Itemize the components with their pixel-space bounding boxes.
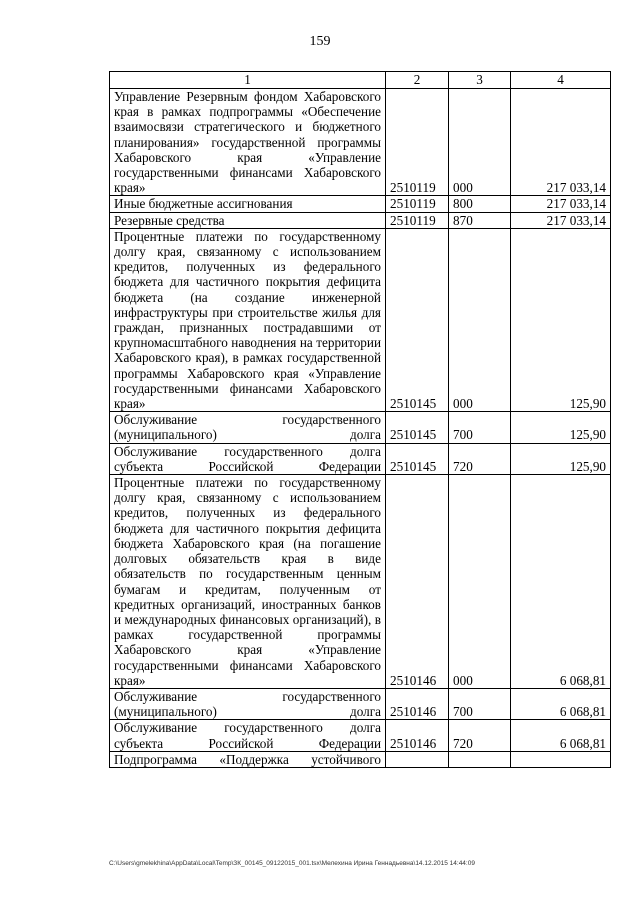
- page-number: 159: [309, 34, 331, 49]
- row-amount: 217 033,14: [511, 89, 611, 196]
- column-header-1: 1: [110, 72, 386, 89]
- row-sub-code: 000: [449, 89, 511, 196]
- row-amount: [511, 751, 611, 767]
- row-name: Управление Резервным фондом Хабаровского края в рамках подпрограммы «Обеспечение взаимосвязи стратегического и бюджетного планирования» государственной программы Хабаровского края «Управление государственными финансами Хабаровского края»: [110, 89, 386, 196]
- row-amount: 217 033,14: [511, 196, 611, 212]
- budget-table: [109, 71, 611, 768]
- row-amount: 6 068,81: [511, 688, 611, 719]
- row-name: Обслуживание государственного (муниципального) долга: [110, 412, 386, 443]
- row-code: 2510119: [386, 89, 449, 196]
- row-code: 2510119: [386, 196, 449, 212]
- table-row: [110, 196, 611, 212]
- row-sub-code: 700: [449, 412, 511, 443]
- table-row: [110, 89, 611, 196]
- row-name: Резервные средства: [110, 212, 386, 228]
- row-sub-code: 720: [449, 720, 511, 751]
- row-name: Обслуживание государственного (муниципального) долга: [110, 688, 386, 719]
- row-code: 2510146: [386, 688, 449, 719]
- row-sub-code: 870: [449, 212, 511, 228]
- table-row: [110, 720, 611, 751]
- column-header-3: 3: [449, 72, 511, 89]
- row-code: 2510145: [386, 228, 449, 411]
- row-amount: 125,90: [511, 228, 611, 411]
- table-row: [110, 412, 611, 443]
- table-row: [110, 212, 611, 228]
- row-sub-code: 000: [449, 228, 511, 411]
- row-code: 2510145: [386, 443, 449, 474]
- row-sub-code: 000: [449, 475, 511, 689]
- row-sub-code: 800: [449, 196, 511, 212]
- row-amount: 6 068,81: [511, 720, 611, 751]
- row-sub-code: [449, 751, 511, 767]
- table-row: [110, 688, 611, 719]
- row-name: Процентные платежи по государственному долгу края, связанному с использованием кредитов, полученных из федерального бюджета для частичного покрытия дефицита бюджета Хабаровского края (на погашение долговых обязательств края в виде обязательств по государственным ценным бумагам и кредитам, полученным от кредитных организаций, иностранных банков и международных финансовых организаций), в рамках государственной программы Хабаровского края «Управление государственными финансами Хабаровского края»: [110, 475, 386, 689]
- row-name: Иные бюджетные ассигнования: [110, 196, 386, 212]
- row-amount: 125,90: [511, 412, 611, 443]
- row-code: 2510145: [386, 412, 449, 443]
- table-header-row: [110, 72, 611, 89]
- table-row: [110, 443, 611, 474]
- column-header-4: 4: [511, 72, 611, 89]
- row-sub-code: 720: [449, 443, 511, 474]
- file-path-footer: C:\Users\gmelekhina\AppData\Local\Temp\ЗК_00145_09122015_001.tsx\Мелехина Ирина Геннадьевна\14.12.2015 14:44:09: [109, 860, 475, 867]
- row-name: Обслуживание государственного долга субъекта Российской Федерации: [110, 720, 386, 751]
- table-row: [110, 475, 611, 689]
- row-name: Процентные платежи по государственному долгу края, связанному с использованием кредитов, полученных из федерального бюджета для частичного покрытия дефицита бюджета (на создание инженерной инфраструктуры при строительстве жилья для граждан, признанных пострадавшими от крупномасштабного наводнения на территории Хабаровского края), в рамках государственной программы Хабаровского края «Управление государственными финансами Хабаровского края»: [110, 228, 386, 411]
- row-name: Обслуживание государственного долга субъекта Российской Федерации: [110, 443, 386, 474]
- row-amount: 6 068,81: [511, 475, 611, 689]
- column-header-2: 2: [386, 72, 449, 89]
- row-code: 2510146: [386, 720, 449, 751]
- row-code: 2510119: [386, 212, 449, 228]
- row-amount: 217 033,14: [511, 212, 611, 228]
- row-sub-code: 700: [449, 688, 511, 719]
- table-row: [110, 228, 611, 411]
- row-code: [386, 751, 449, 767]
- row-amount: 125,90: [511, 443, 611, 474]
- table-row: [110, 751, 611, 767]
- row-name: Подпрограмма «Поддержка устойчивого: [110, 751, 386, 767]
- row-code: 2510146: [386, 475, 449, 689]
